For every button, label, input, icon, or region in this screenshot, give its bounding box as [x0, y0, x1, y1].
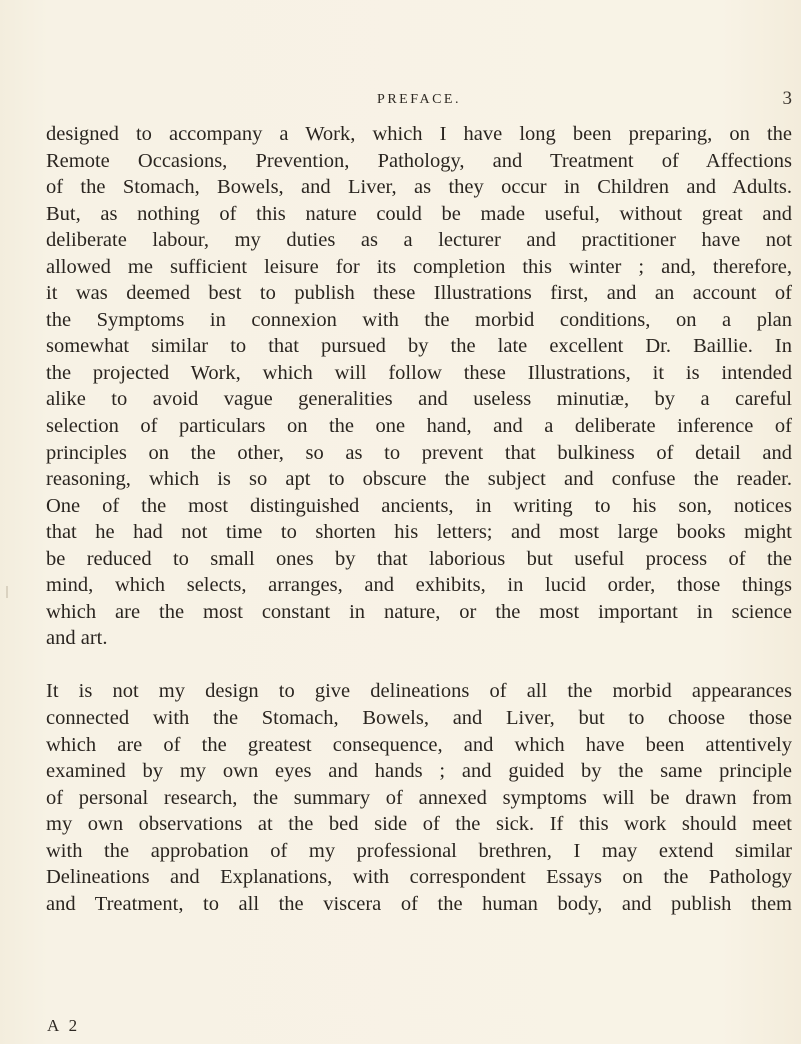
text-line: mind, which selects, arranges, and exhibits, in lucid order, those things	[46, 574, 792, 597]
text-line: designed to accompany a Work, which I have long been preparing, on the	[46, 123, 792, 145]
text-line: and art.	[46, 627, 108, 650]
text-line: my own observations at the bed side of the sick. If this work should meet	[46, 813, 792, 836]
text-line: selection of particulars on the one hand, and a deliberate inference of	[46, 415, 792, 438]
text-line: Delineations and Explanations, with correspondent Essays on the Pathology	[46, 866, 792, 889]
text-line: One of the most distinguished ancients, in writing to his son, notices	[46, 494, 792, 517]
text-line: It is not my design to give delineations of all the morbid appearances	[46, 680, 792, 703]
text-line: it was deemed best to publish these Illustrations first, and an account of	[46, 282, 792, 305]
text-line: deliberate labour, my duties as a lecturer and practitioner have not	[46, 229, 792, 252]
text-line: But, as nothing of this nature could be made useful, without great and	[46, 202, 792, 225]
running-title: PREFACE.	[377, 92, 461, 107]
text-line: of personal research, the summary of annexed symptoms will be drawn from	[46, 786, 792, 809]
text-line: that he had not time to shorten his letters; and most large books might	[46, 521, 792, 544]
text-line: allowed me sufficient leisure for its completion this winter ; and, therefore,	[46, 255, 792, 278]
running-head	[46, 88, 792, 114]
text-line: the Symptoms in connexion with the morbid conditions, on a plan	[46, 308, 792, 331]
paragraph-2	[46, 678, 792, 917]
paper-blemish	[6, 586, 8, 598]
text-line: the projected Work, which will follow these Illustrations, it is intended	[46, 361, 792, 384]
text-line: which are the most constant in nature, or the most important in science	[46, 600, 792, 623]
text-line: principles on the other, so as to prevent that bulkiness of detail and	[46, 441, 792, 464]
text-line: of the Stomach, Bowels, and Liver, as they occur in Children and Adults.	[46, 176, 792, 199]
text-line: somewhat similar to that pursued by the late excellent Dr. Baillie. In	[46, 335, 792, 358]
text-line: reasoning, which is so apt to obscure the subject and confuse the reader.	[46, 468, 792, 491]
page-number: 3	[782, 88, 792, 109]
text-line: which are of the greatest consequence, and which have been attentively	[46, 733, 792, 756]
signature-mark: A 2	[47, 1016, 81, 1035]
text-line: with the approbation of my professional brethren, I may extend similar	[46, 839, 792, 862]
text-line: alike to avoid vague generalities and useless minutiæ, by a careful	[46, 388, 792, 411]
paragraph-1	[46, 121, 792, 652]
paragraph-gap	[46, 652, 792, 679]
text-line: connected with the Stomach, Bowels, and Liver, but to choose those	[46, 707, 792, 730]
text-line: examined by my own eyes and hands ; and guided by the same principle	[46, 760, 792, 783]
text-line: Remote Occasions, Prevention, Pathology, and Treatment of Affections	[46, 149, 792, 172]
text-line: be reduced to small ones by that laborious but useful process of the	[46, 547, 792, 570]
text-line: and Treatment, to all the viscera of the human body, and publish them	[46, 892, 792, 915]
body-text	[46, 121, 792, 917]
